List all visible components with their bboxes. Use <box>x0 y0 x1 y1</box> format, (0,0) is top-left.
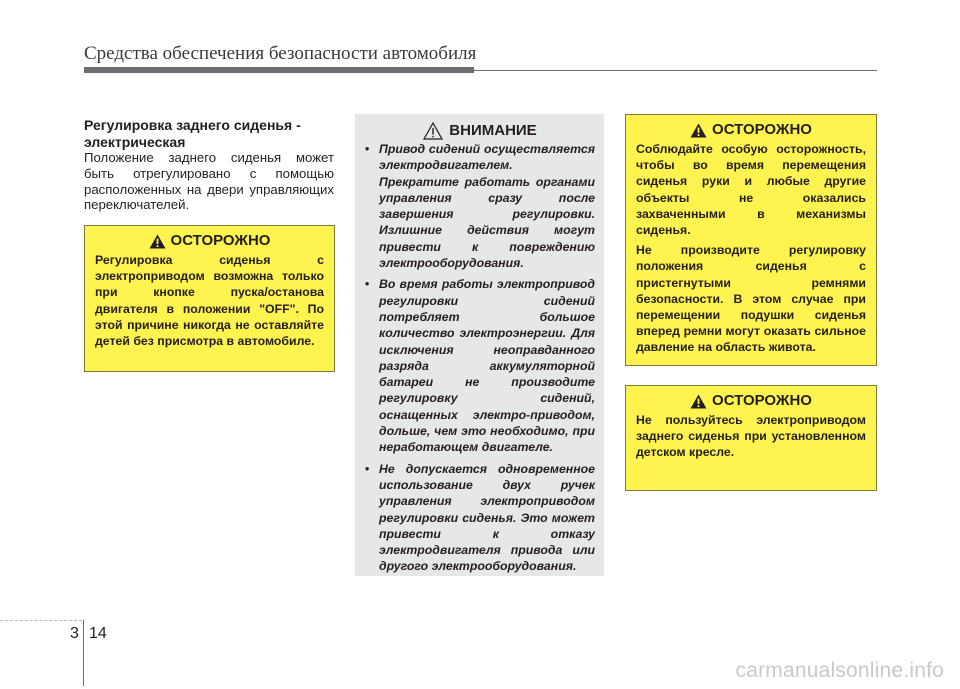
header-rule <box>474 70 877 71</box>
section-body: Положение заднего сиденья может быть отрегулировано с помощью расположенных на двери управляющих переключателей. <box>84 150 334 213</box>
warning-title-text: ОСТОРОЖНО <box>170 232 271 249</box>
warning-triangle-icon <box>690 123 707 138</box>
attention-title-text: ВНИМАНИЕ <box>449 122 537 139</box>
page-number: 14 <box>89 625 107 642</box>
warning-box-right-1 <box>625 114 877 366</box>
attention-item: • Не допускается одновременное использование двух ручек управления электроприводом регулировки сиденья. Это может привести к отказу электродвигателя привода или другого электрооборудования. <box>365 461 595 574</box>
header-bar <box>84 67 474 73</box>
warning-title-text: ОСТОРОЖНО <box>712 121 812 138</box>
section-heading: Регулировка заднего сиденья - электрическая <box>84 117 301 150</box>
footer-dashed-line <box>0 620 82 621</box>
attention-item: • Во время работы электропривод регулировки сидений потребляет большое количество электроэнергии. Для исключения неоправданного разряда аккумуляторной батареи не производите регулировку сидений, оснащенных электро-приводом, дольше, чем это необходимо, при неработающем двигателе. <box>365 277 595 455</box>
page-number-divider <box>83 620 84 686</box>
attention-box <box>355 114 604 576</box>
warning-box-right-1-title <box>636 121 866 139</box>
chapter-number: 3 <box>70 625 79 642</box>
watermark: carmanualsonline.info <box>735 659 944 682</box>
warning-box-right-2 <box>625 385 877 491</box>
warning-box-right-1-text <box>636 141 866 356</box>
warning-box-right-2-text: Не пользуйтесь электроприводом заднего сиденья при установленном детском кресле. <box>636 413 866 460</box>
attention-list <box>365 141 595 575</box>
warning-box-left-title <box>95 232 324 250</box>
warning-box-left-text: Регулировка сиденья с электроприводом возможна только при кнопке пуска/останова двигателя в положении "OFF". По этой причине никогда не оставляйте детей без присмотра в автомобиле. <box>95 253 324 349</box>
warning-paragraph: Не производите регулировку положения сиденья с пристегнутыми ремнями безопасности. В этом случае при перемещении подушки сиденья вперед ремни могут оказать сильное давление на область живота. <box>636 243 866 355</box>
warning-triangle-icon <box>690 394 707 409</box>
warning-box-right-2-title <box>636 392 866 410</box>
warning-box-left <box>84 225 335 372</box>
page-header-title: Средства обеспечения безопасности автомобиля <box>84 43 477 64</box>
warning-paragraph: Соблюдайте особую осторожность, чтобы во время перемещения сиденья руки и любые другие объекты не оказались захваченными в механизмы сиденья. <box>636 142 866 238</box>
warning-title-text: ОСТОРОЖНО <box>712 392 812 409</box>
attention-item: • Привод сидений осуществляется электродвигателем. Прекратите работать органами управления сразу после завершения регулировки. Излишние действия могут привести к повреждению электрооборудования. <box>365 142 595 271</box>
warning-triangle-icon <box>149 234 166 249</box>
attention-box-title <box>365 121 595 140</box>
attention-triangle-outline-icon <box>423 122 443 140</box>
